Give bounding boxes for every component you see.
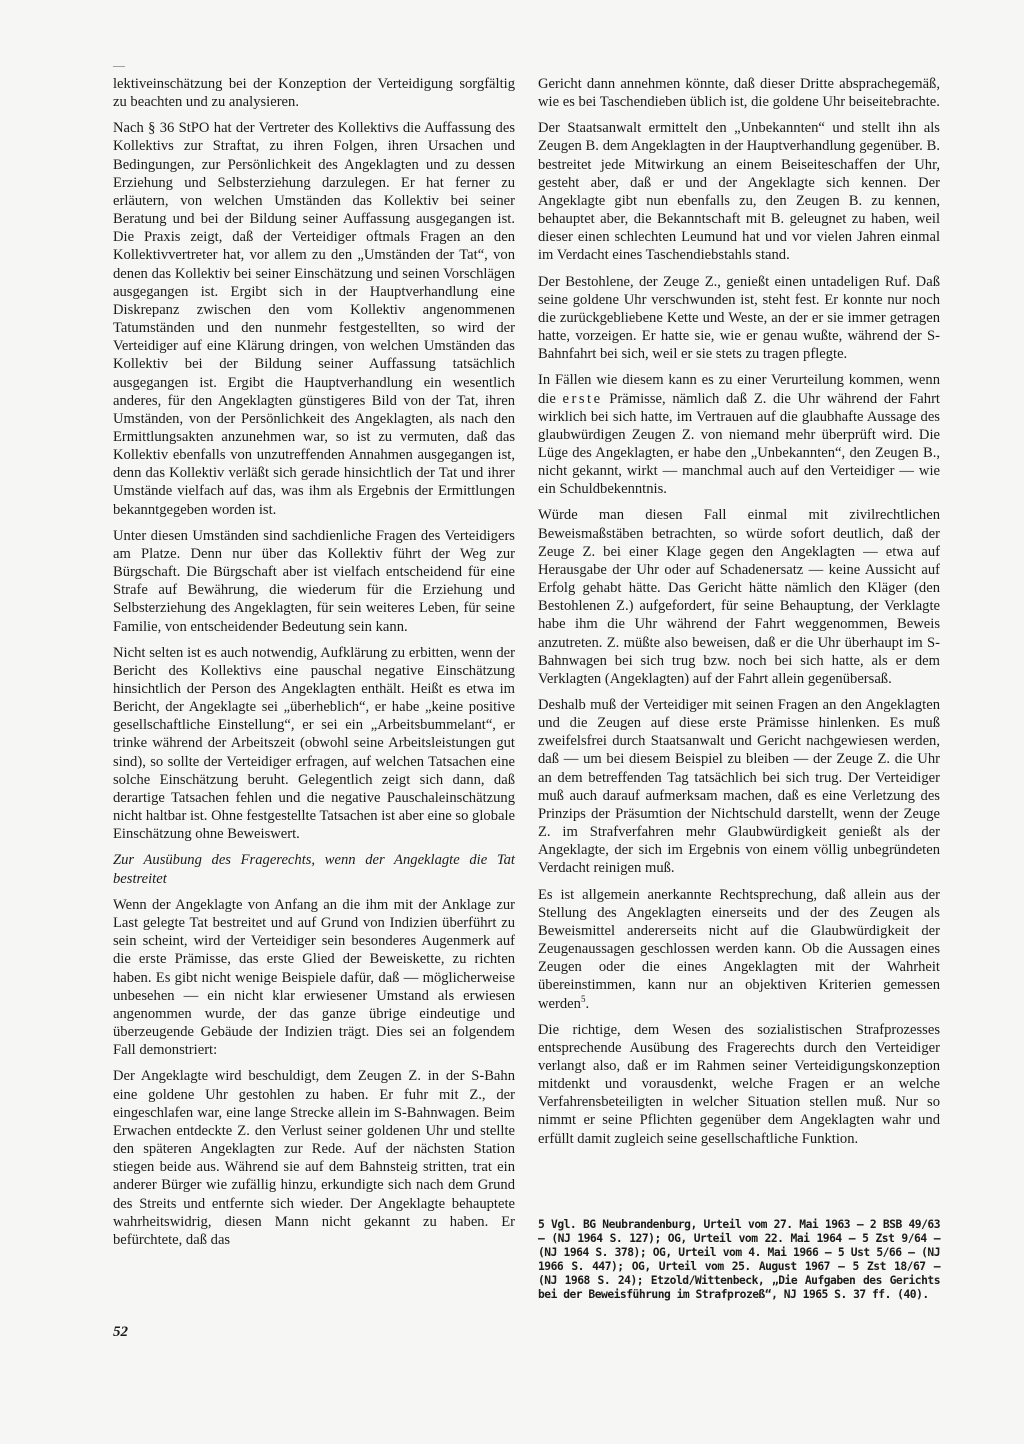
paragraph: Deshalb muß der Verteidiger mit seinen Fragen an den Angeklagten und die Zeugen auf diese erste Prämisse hinlenken. Es muß zweifelsfrei durch Staatsanwalt und Gericht nachgewiesen werden, daß — um bei diesem Beispiel zu bleiben — der Zeuge Z. die Uhr an dem betreffenden Tag tatsächlich bei sich trug. Der Verteidiger muß auch darauf aufmerksam machen, daß es eine Verletzung des Prinzips der Präsumtion der Nichtschuld darstellt, wenn der Zeuge Z. im Strafverfahren mehr Glaubwürdigkeit genießt als der Angeklagte, der sich im Ergebnis von einem völlig unbegründeten Verdacht reinigen muß. [538,697,940,877]
paragraph [538,886,940,1013]
paragraph: lektiveinschätzung bei der Konzeption der Verteidigung sorgfältig zu beachten und zu analysieren. [113,76,515,111]
paragraph: Der Bestohlene, der Zeuge Z., genießt einen untadeligen Ruf. Daß seine goldene Uhr verschwunden ist, steht fest. Er konnte nur noch die zurückgebliebene Kette und Weste, an der er sie immer getragen hatte, vorzeigen. Er hatte sie, wie er genau wußte, während der S-Bahnfahrt bei sich, weil er sie stets zu tragen pflegte. [538,273,940,363]
page-number: 52 [113,1324,128,1340]
footnote: 5 Vgl. BG Neubrandenburg, Urteil vom 27. Mai 1963 — 2 BSB 49/63 — (NJ 1964 S. 127); OG, Urteil vom 22. Mai 1964 — 5 Zst 9/64 — (NJ 1964 S. 378); OG, Urteil vom 4. Mai 1966 — 5 Ust 5/66 — (NJ 1966 S. 447); OG, Urteil vom 25. August 1967 — 5 Zst 18/67 — (NJ 1968 S. 24); Etzold/Wittenbeck, „Die Aufgaben des Gerichts bei der Beweisführung im Strafprozeß“, NJ 1965 S. 37 ff. (40). [538,1218,940,1301]
paragraph: Würde man diesen Fall einmal mit zivilrechtlichen Beweismaßstäben betrachten, so würde sofort deutlich, daß der Zeuge Z. bei einer Klage gegen den Angeklagten — etwa auf Herausgabe der Uhr oder auf Schadenersatz — keine Aussicht auf Erfolg gehabt hätte. Das Gericht hätte nämlich den Kläger (den Bestohlenen Z.) aufgefordert, für seine Behauptung, der Verklagte habe ihm die Uhr während der Fahrt weggenommen, Beweis anzutreten. Z. müßte also beweisen, daß er die Uhr überhaupt im S-Bahnwagen bei sich trug bzw. noch bei sich hatte, als er dem Verklagten (Angeklagten) auf der Fahrt allein gegenübersaß. [538,507,940,687]
paragraph-text: In Fällen wie diesem kann es zu einer Verurteilung kommen, wenn die [538,372,940,407]
paragraph-text: Es ist allgemein anerkannte Rechtsprechung, daß allein aus der Stellung des Angeklagten einerseits und der des Zeugen als Beweismittel andererseits nicht auf die Glaubwürdigkeit der Zeugenaussagen geschlossen werden kann. Ob die Aussagen eines Zeugen oder die eines Angeklagten mit der Wahrheit übereinstimmen, kann nur an objektiven Kriterien gemessen werden [538,886,940,1012]
emphasized-word: erste [562,390,603,407]
paragraph: Der Staatsanwalt ermittelt den „Unbekannten“ und stellt ihn als Zeugen B. dem Angeklagten in der Hauptverhandlung gegenüber. B. bestreitet jede Mitwirkung an einem Beiseiteschaffen der Uhr, gesteht aber, daß er und der Angeklagte sich kennen. Der Angeklagte gibt nun ebenfalls zu, den Zeugen B. zu kennen, behauptet aber, die Bekanntschaft mit B. geleugnet zu haben, weil dieser einen schlechten Leumund hat und vor vielen Jahren einmal im Verdacht eines Taschendiebstahls stand. [538,120,940,264]
paragraph: Unter diesen Umständen sind sachdienliche Fragen des Verteidigers am Platze. Denn nur über das Kollektiv führt der Weg zur Bürgschaft. Die Bürgschaft aber ist vielfach entscheidend für eine Strafe auf Bewährung, die wiederum für die Erziehung und Selbsterziehung des Angeklagten, für sein weiteres Leben, für seine Familie, von entscheidender Bedeutung sein kann. [113,527,515,635]
paragraph: Nicht selten ist es auch notwendig, Aufklärung zu erbitten, wenn der Bericht des Kollektivs eine pauschal negative Einschätzung hinsichtlich der Person des Angeklagten enthält. Heißt es etwa im Bericht, der Angeklagte sei „überheblich“, er habe „keine positive gesellschaftliche Einstellung“, er sei ein „Arbeitsbummelant“, er trinke während der Arbeitszeit (obwohl seine Arbeitsleistungen gut sind), so sollte der Verteidiger erfragen, auf welchen Tatsachen eine solche Einschätzung beruht. Gelegentlich zeigt sich dann, daß derartige Tatsachen fehlen und die negative Pauschaleinschätzung nicht haltbar ist. Ohne festgestellte Tatsachen ist aber eine so globale Einschätzung ohne Beweiswert. [113,644,515,843]
right-column [538,75,940,1156]
paragraph: Der Angeklagte wird beschuldigt, dem Zeugen Z. in der S-Bahn eine goldene Uhr gestohlen zu haben. Er fuhr mit Z., der eingeschlafen war, eine lange Strecke allein im S-Bahnwagen. Beim Erwachen entdeckte Z. den Verlust seiner goldenen Uhr und stellte den späteren Angeklagten zur Rede. Auf der nächsten Station stiegen beide aus. Während sie auf dem Bahnsteig stritten, trat ein anderer Bürger wie zufällig hinzu, erkundigte sich nach dem Grund des Streits und entfernte sich wieder. Der Angeklagte behauptete wahrheitswidrig, diesen Mann nicht gekannt zu haben. Er befürchtete, daß das [113,1068,515,1248]
paragraph: Die richtige, dem Wesen des sozialistischen Strafprozesses entsprechende Ausübung des Fragerechts durch den Verteidiger verlangt also, daß er im Rahmen seiner Verteidigungskonzeption mitdenkt und vorausdenkt, welche Fragen er an welche Verfahrensbeteiligten in welcher Situation stellen muß. Nur so nimmt er seine Pflichten gegenüber dem Angeklagten wahr und erfüllt damit zugleich seine gesellschaftliche Funktion. [538,1021,940,1147]
paragraph-text: Prämisse, nämlich daß Z. die Uhr während der Fahrt wirklich bei sich hatte, im Vertrauen auf die glaubhafte Aussage des glaubwürdigen Zeugen Z. von niemand mehr überprüft wird. Die Lüge des Angeklagten, er habe den „Unbekannten“, den Zeugen B., nicht gekannt, wirkt — manchmal auch auf den Verteidiger — wie ein Schuldbekenntnis. [538,390,940,498]
section-subheading: Zur Ausübung des Fragerechts, wenn der Angeklagte die Tat bestreitet [113,852,515,887]
paragraph: Gericht dann annehmen könnte, daß dieser Dritte absprachegemäß, wie es bei Taschendieben üblich ist, die goldene Uhr beiseitebrachte. [538,76,940,111]
footnote-reference: 5 [580,993,586,1004]
left-column [113,75,515,1257]
paragraph [538,371,940,498]
paragraph-text: . [585,995,590,1012]
paragraph: Wenn der Angeklagte von Anfang an die ihm mit der Anklage zur Last gelegte Tat bestreitet und auf Grund von Indizien überführt zu sein scheint, wird der Verteidiger sein besonderes Augenmerk auf die erste Prämisse, das erste Glied der Beweiskette, zu richten haben. Es gibt nicht wenige Beispiele dafür, daß — möglicherweise unbesehen — ein nicht klar erwiesener Umstand als erwiesen angenommen wurde, der das ganze übrige eindeutige und überzeugende Gebäude der Indizien trägt. Dies sei an folgendem Fall demonstriert: [113,897,515,1059]
paragraph: Nach § 36 StPO hat der Vertreter des Kollektivs die Auffassung des Kollektivs zur Straftat, zu ihren Folgen, ihren Ursachen und Bedingungen, zur Persönlichkeit des Angeklagten und zu dessen Erziehung und Selbsterziehung darzulegen. Er hat ferner zu erläutern, von welchen Umständen das Kollektiv bei seiner Beratung und bei der Bildung seiner Auffassung ausgegangen ist. Die Praxis zeigt, daß der Verteidiger oftmals Fragen an den Kollektivvertreter hat, vor allem zu den „Umständen der Tat“, von denen das Kollektiv bei seiner Einschätzung und seinen Vorschlägen ausgegangen ist. Ergibt sich in der Hauptverhandlung eine Diskrepanz zwischen den vom Kollektiv angenommenen Tatumständen und den nunmehr festgestellten, so wird der Verteidiger auf eine Klärung dringen, von welchen Umständen das Kollektiv bei der Bildung seiner Auffassung tatsächlich ausgegangen ist. Ergibt die Hauptverhandlung ein wesentlich anderes, für den Angeklagten günstigeres Bild von der Tat, ihren Umständen, von der Persönlichkeit des Angeklagten, als nach den Ermittlungsakten anzunehmen war, so ist zu vermuten, daß das Kollektiv ebenfalls von unzutreffenden Annahmen ausgegangen ist, denn das Kollektiv verläßt sich gerade hinsichtlich der Tat und ihrer Umstände vielfach auf das, was ihm als Ergebnis der Ermittlungen bekanntgegeben worden ist. [113,120,515,518]
top-mark: — [113,58,125,72]
